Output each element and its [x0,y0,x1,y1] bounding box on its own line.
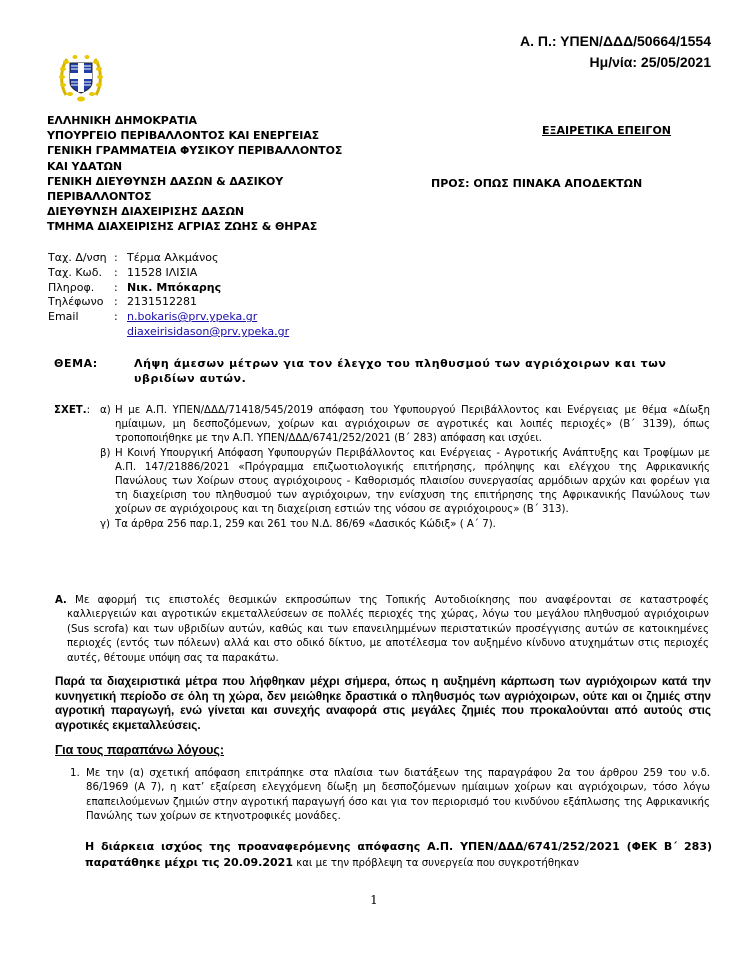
references [54,404,710,532]
recipients-label: ΠΡΟΣ [431,177,466,190]
contact-sep: : [114,310,118,324]
continuation-paragraph [85,839,712,871]
contact-value: 11528 ΙΛΙΣΙΑ [127,265,198,279]
references-label-text: ΣΧΕΤ. [54,405,87,416]
org-line: ΚΑΙ ΥΔΑΤΩΝ [47,159,123,173]
org-line: ΓΕΝΙΚΗ ΓΡΑΜΜΑΤΕΙΑ ΦΥΣΙΚΟΥ ΠΕΡΙΒΑΛΛΟΝΤΟΣ [47,144,343,158]
contact-sep: : [114,280,118,294]
contact-row-phone [48,295,289,310]
contact-sep: : [114,295,118,309]
contact-phone: 2131512281 [127,295,197,309]
reference-marker: α) [100,405,111,416]
org-line: ΕΛΛΗΝΙΚΗ ΔΗΜΟΚΡΑΤΙΑ [47,114,197,127]
greek-coat-of-arms-icon [58,49,104,109]
reasons-heading: Για τους παραπάνω λόγους: [55,743,225,757]
contact-row-email-secondary [48,325,289,340]
continuation-bold: Η διάρκεια ισχύος της προαναφερόμενης απόφασης Α.Π. ΥΠΕΝ/ΔΔΔ/6741/252/2021 (ΦΕΚ Β΄ 283) παρατάθηκε μέχρι τις 20.09.2021 [85,840,712,869]
section-a-label: Α. [55,595,67,606]
contact-row-address [48,251,289,266]
section-a-text: Με αφορμή τις επιστολές θεσμικών εκπροσώπων της Τοπικής Αυτοδιοίκησης που αναφέρονται σε καταστροφές καλλιεργειών και αγροτικών εκμεταλλεύσεων σε πολλές περιοχές της χώρας, λόγω του μεγάλου πληθυσμού αγριόχοιρων (Sus scrofa) και των υβριδίων αυτών, καθώς και των επανειλημμένων περιστατικών προσέγγισης αυτών σε κατοικημένες περιοχές (εντός των πόλεων) αλλά και στο οδικό δίκτυο, με αποτέλεσμα τον αυξημένο κίνδυνο ατυχημάτων στις περιοχές αυτές, θέτουμε υπόψη σας τα παρακάτω. [67,595,709,664]
org-line: ΤΜΗΜΑ ΔΙΑΧΕΙΡΙΣΗΣ ΑΓΡΙΑΣ ΖΩΗΣ & ΘΗΡΑΣ [47,220,318,234]
contact-value: Τέρμα Αλκμάνος [127,251,219,264]
reference-item [100,404,710,447]
numbered-item-marker: 1. [70,768,80,779]
contact-person: Νικ. Μπόκαρης [127,280,222,294]
contact-key: Email [48,310,79,324]
reference-text: Τα άρθρα 256 παρ.1, 259 και 261 του Ν.Δ. 86/69 «Δασικός Κώδιξ» ( Α΄ 7). [115,518,496,530]
issuing-organization [47,113,342,235]
contact-sep: : [114,251,118,264]
numbered-item [70,767,710,825]
section-a-paragraph [55,594,709,666]
contact-key: Τηλέφωνο [48,295,104,309]
org-line: ΓΕΝΙΚΗ ΔΙΕΥΘΥΝΣΗ ΔΑΣΩΝ & ΔΑΣΙΚΟΥ [47,174,284,188]
contact-details [48,251,289,340]
section-a-body [55,594,709,666]
reference-marker: γ) [100,518,111,530]
document-date: Ημ/νία: 25/05/2021 [589,54,711,70]
references-label-suffix: : [86,405,91,416]
subject-label: ΘΕΜΑ: [54,357,98,370]
reference-text: Η με Α.Π. ΥΠΕΝ/ΔΔΔ/71418/545/2019 απόφαση του Υφυπουργού Περιβάλλοντος και Ενέργειας με θέμα «Δίωξη ημίαιμων, μη δεσποζόμενων, χοίρων και αγριόχοιρων σε αγροτικές και λοιπές περιοχές» (Β΄ 3139), όπως τροποποιήθηκε με την Α.Π. ΥΠΕΝ/ΔΔΔ/6741/252/2021 (Β΄ 283) απόφαση και ισχύει. [115,405,710,445]
page-number: 1 [370,893,378,907]
bold-paragraph: Παρά τα διαχειριστικά μέτρα που λήφθηκαν μέχρι σήμερα, όπως η αυξημένη κάρπωση των αγριόχοιρων κατά την κυνηγετική περίοδο σε όλη τη χώρα, δεν μειώθηκε δραστικά ο πληθυσμός των αγριόχοιρων, ούτε και οι ζημιές στην αγροτική παραγωγή, ενώ γίνεται και συνεχής αναφορά στις μεγάλες ζημιές που προκαλούνται από αυτούς στις αγροτικές εκμεταλλεύσεις. [55,675,711,732]
contact-row-email [48,310,289,325]
references-label [54,404,100,532]
reference-item [100,518,710,532]
references-list [100,404,710,532]
reference-text: Η Κοινή Υπουργική Απόφαση Υφυπουργών Περιβάλλοντος και Ενέργειας - Αγροτικής Ανάπτυξης και Τροφίμων με Α.Π. 147/21886/2021 «Πρόγραμμα επιζωοτιολογικής επιτήρησης, πρόληψης και ελέγχου της Αφρικανικής Πανώλους των Χοίρων στους αγριόχοιρους - Καθορισμός πλαισίου συνεργασίας αρμόδιων αρχών και φορέων για τη διαχείριση του πληθυσμού των αγριόχοιρων, την ενίσχυση της επιτήρησης της Αφρικανικής Πανώλους των χοίρων σε αγριόχοιρους και τη διαχείριση εστιών της νόσου σε αγριόχοιρους» (Β΄ 313). [115,447,710,516]
recipients-value: : ΟΠΩΣ ΠΙΝΑΚΑ ΑΠΟΔΕΚΤΩΝ [465,177,643,190]
contact-key: Ταχ. Κωδ. [48,265,102,279]
contact-key: Ταχ. Δ/νση [48,251,107,264]
contact-row-postcode [48,266,289,281]
reference-marker: β) [100,447,111,459]
email-link-primary[interactable]: n.bokaris@prv.ypeka.gr [127,310,258,324]
reference-item [100,447,710,518]
subject-text: Λήψη άμεσων μέτρων για τον έλεγχο του πληθυσμού των αγριόχοιρων και των υβριδίων αυτών. [134,357,667,385]
continuation-plain: και με την πρόβλεψη τα συνεργεία που συγκροτήθηκαν [292,858,579,869]
contact-key: Πληροφ. [48,280,95,294]
contact-sep: : [114,265,118,279]
protocol-number: Α. Π.: ΥΠΕΝ/ΔΔΔ/50664/1554 [519,33,711,49]
numbered-item-text: Με την (α) σχετική απόφαση επιτράπηκε στα πλαίσια των διατάξεων της παραγράφου 2α του άρθρου 259 του ν.δ. 86/1969 (Α 7), η κατ’ εξαίρεση ελεγχόμενη δίωξη μη δεσποζόμενων ημίαιμων χοίρων και αγριόχοιρων, τόσο λόγω επαπειλούμενων ζημιών στην αγροτική παραγωγή όσο και για τον περιορισμό του κινδύνου εξάπλωσης της Αφρικανικής Πανώλης των χοίρων σε κτηνοτροφικές μονάδες. [86,768,710,823]
org-line: ΥΠΟΥΡΓΕΙΟ ΠΕΡΙΒΑΛΛΟΝΤΟΣ ΚΑΙ ΕΝΕΡΓΕΙΑΣ [47,129,320,143]
urgency-label: ΕΞΑΙΡΕΤΙΚΑ ΕΠΕΙΓΟΝ [542,124,672,137]
document-reference [520,31,711,73]
subject [54,356,724,386]
org-line: ΠΕΡΙΒΑΛΛΟΝΤΟΣ [47,190,152,204]
org-line: ΔΙΕΥΘΥΝΣΗ ΔΙΑΧΕΙΡΙΣΗΣ ΔΑΣΩΝ [47,205,244,219]
email-link-secondary[interactable]: diaxeirisidason@prv.ypeka.gr [127,324,290,338]
recipients [431,177,642,190]
contact-row-info [48,281,289,296]
